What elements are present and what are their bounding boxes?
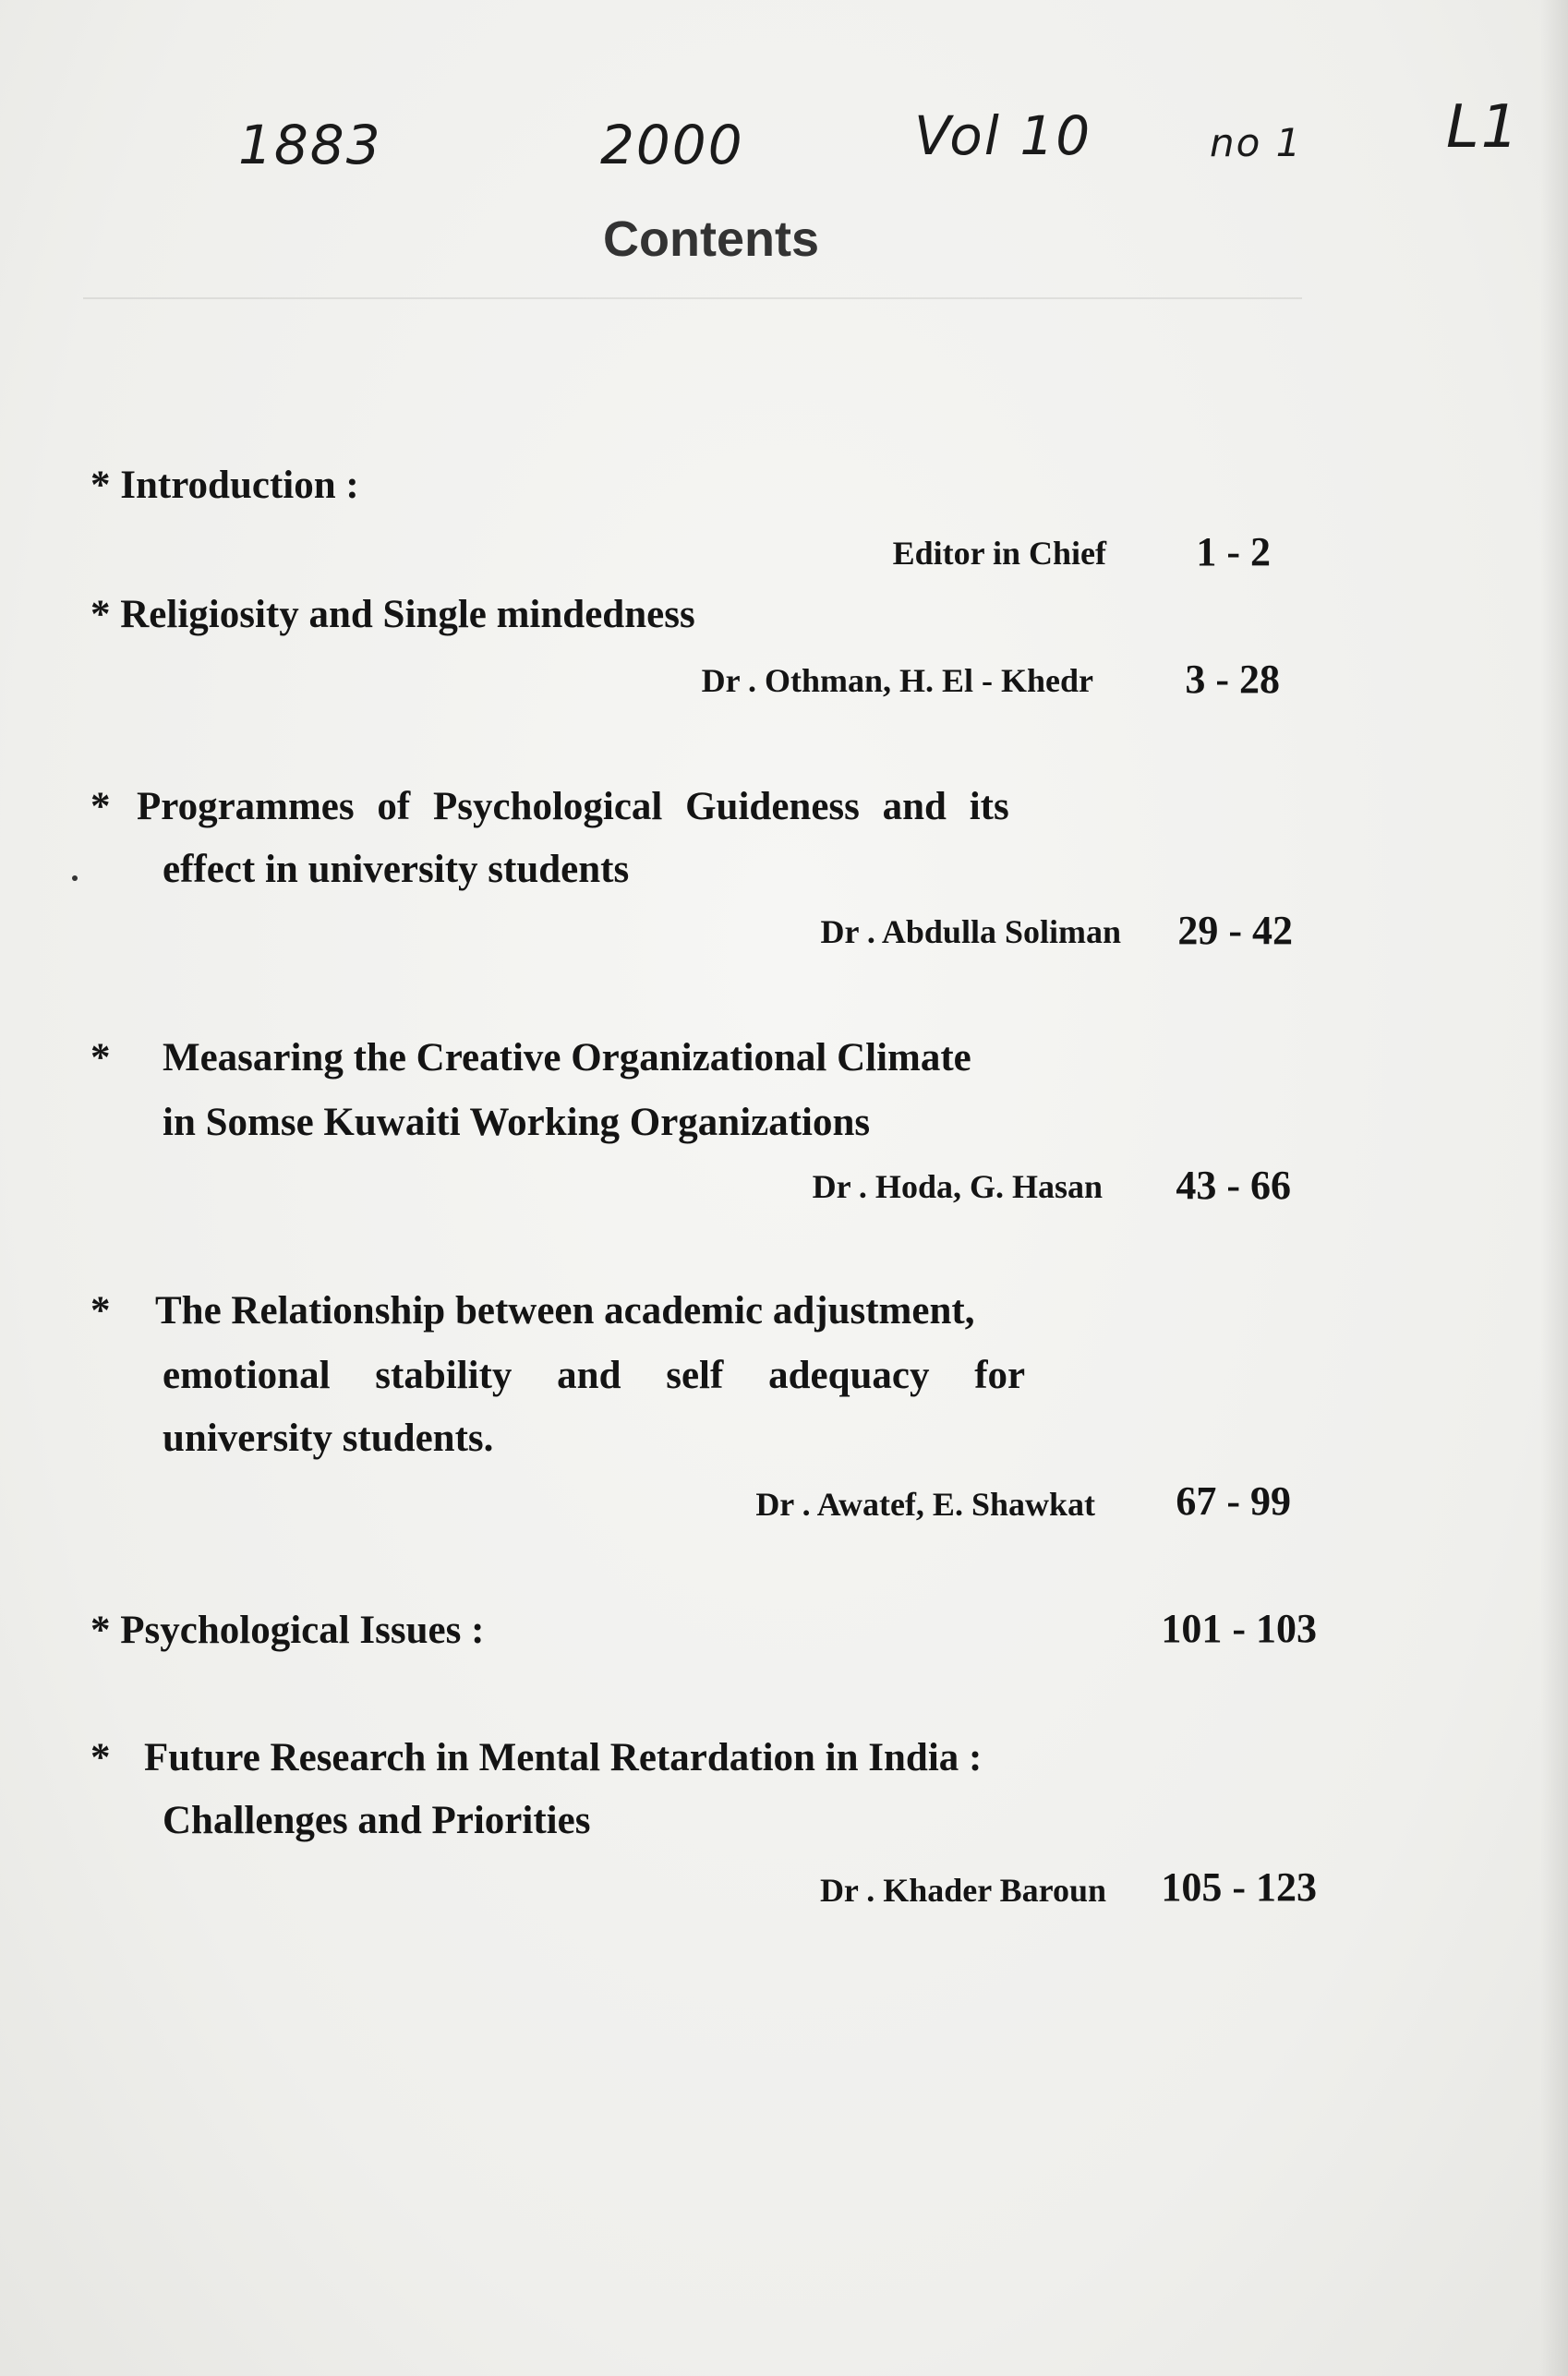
handwritten-note-number: 1883: [238, 114, 382, 176]
entry-title-line: university students.: [163, 1417, 494, 1460]
entry-title-line: Psychological Issues :: [120, 1609, 485, 1652]
scan-edge-shadow: [1540, 0, 1568, 2376]
bullet-marker: *: [90, 593, 121, 636]
entry-author: Dr . Awatef, E. Shawkat: [755, 1486, 1095, 1523]
entry-pages: 101 - 103: [1161, 1606, 1317, 1651]
entry-title-line: emotional stability and self adequacy for: [163, 1354, 1026, 1397]
bullet-marker: *: [90, 1736, 111, 1779]
scan-bleed-rule: [83, 297, 1302, 299]
handwritten-note-issue: no 1: [1210, 120, 1303, 165]
entry-author: Editor in Chief: [892, 535, 1106, 572]
entry-title-line: Measaring the Creative Organizational Climate: [163, 1036, 971, 1079]
entry-author: Dr . Hoda, G. Hasan: [812, 1168, 1103, 1205]
entry-title-text: Programmes of Psychological Guideness and its: [137, 785, 1009, 828]
scan-speck: [72, 875, 78, 881]
handwritten-note-year: 2000: [600, 114, 744, 176]
entry-author: Dr . Khader Baroun: [819, 1872, 1106, 1909]
entry-title-line: The Relationship between academic adjustment,: [155, 1289, 975, 1333]
entry-title: [90, 584, 695, 646]
entry-pages: 29 - 42: [1177, 908, 1293, 953]
entry-title: [90, 454, 359, 517]
bullet-marker: *: [90, 1289, 111, 1333]
entry-title-line: in Somse Kuwaiti Working Organizations: [163, 1101, 871, 1144]
entry-pages: 1 - 2: [1196, 529, 1271, 574]
entry-bullet: [90, 1280, 111, 1343]
entry-title-line: Religiosity and Single mindedness: [120, 593, 695, 636]
bullet-marker: *: [90, 464, 121, 507]
entry-bullet: [90, 776, 111, 838]
entry-title-line: effect in university students: [163, 848, 630, 891]
bullet-marker: *: [90, 1036, 111, 1079]
entry-title-line: Introduction :: [120, 464, 359, 507]
entry-pages: 3 - 28: [1185, 657, 1280, 702]
entry-bullet: [90, 1027, 111, 1090]
entry-author: Dr . Othman, H. El - Khedr: [701, 662, 1093, 699]
entry-title: [90, 1599, 484, 1662]
entry-author: Dr . Abdulla Soliman: [820, 913, 1121, 950]
entry-pages: 105 - 123: [1161, 1864, 1317, 1910]
entry-title-line: [137, 776, 1106, 838]
entry-title-line: Challenges and Priorities: [163, 1799, 591, 1842]
entry-title-line: Future Research in Mental Retardation in India :: [144, 1736, 983, 1779]
page-title: Contents: [603, 211, 819, 267]
entry-pages: 43 - 66: [1176, 1163, 1291, 1208]
bullet-marker: *: [90, 1609, 121, 1652]
handwritten-note-volume: Vol 10: [914, 104, 1092, 167]
handwritten-note-code: L1: [1446, 93, 1521, 162]
entry-bullet: [90, 1727, 111, 1790]
entry-pages: 67 - 99: [1176, 1478, 1291, 1524]
bullet-marker: *: [90, 785, 111, 828]
